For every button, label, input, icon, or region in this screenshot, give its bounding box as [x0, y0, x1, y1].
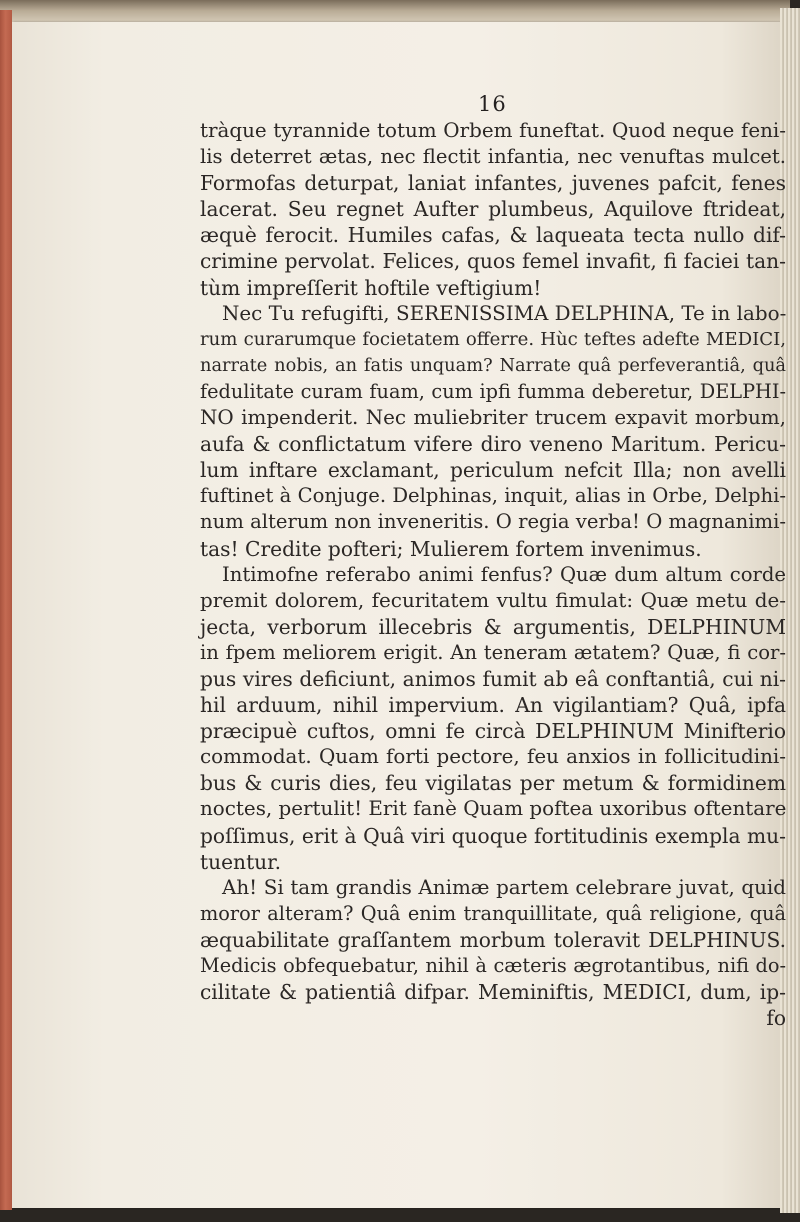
text-line: pus vires deficiunt, animos fumit ab eâ conftantiâ, cui ni- — [200, 666, 786, 691]
text-line: Medicis obfequebatur, nihil à cæteris ægrotantibus, nifi do- — [200, 954, 786, 977]
text-line: tràque tyrannide totum Orbem funeftat. Quod neque feni- — [200, 119, 786, 142]
text-line: in fpem meliorem erigit. An teneram ætatem? Quæ, fi cor- — [200, 640, 786, 664]
text-line: tùm impreſſerit hoftile veftigium! — [200, 275, 542, 300]
text-line: moror alteram? Quâ enim tranquillitate, quâ religione, quâ — [200, 901, 786, 925]
text-line: jecta, verborum illecebris & argumentis, DELPHINUM — [200, 614, 786, 639]
text-line: commodat. Quam forti pectore, feu anxios in follicitudini- — [200, 745, 786, 769]
page-number: 16 — [478, 92, 507, 116]
text-line: rum curarumque focietatem offerre. Hùc teftes adefte MEDICI, — [200, 328, 786, 350]
text-line: tas! Credite pofteri; Mulierem fortem invenimus. — [200, 536, 702, 561]
text-line: præcipuè cuftos, omni fe circà DELPHINUM Minifterio — [200, 719, 786, 744]
text-line: NO impenderit. Nec muliebriter trucem expavit morbum, — [200, 406, 786, 430]
text-line: lacerat. Seu regnet Aufter plumbeus, Aquilove ftrideat, — [200, 197, 786, 222]
text-line: poſſimus, erit à Quâ viri quoque fortitudinis exempla mu- — [200, 823, 786, 848]
text-line: Ah! Si tam grandis Animæ partem celebrare juvat, quid — [222, 875, 786, 899]
text-line: aufa & conflictatum vifere diro veneno Maritum. Pericu- — [200, 432, 786, 457]
text-line: tuentur. — [200, 849, 282, 874]
text-line: fedulitate curam fuam, cum ipfi fumma deberetur, DELPHI- — [200, 379, 786, 403]
text-line: æquè ferocit. Humiles cafas, & laqueata tecta nullo dif- — [200, 223, 786, 248]
text-line: bus & curis dies, feu vigilatas per metum & formidinem — [200, 771, 786, 796]
text-line: Intimofne referabo animi fenfus? Quæ dum altum corde — [222, 562, 786, 586]
text-line: crimine pervolat. Felices, quos femel invafit, fi faciei tan- — [200, 249, 786, 274]
text-line: narrate nobis, an fatis unquam? Narrate quâ perfeverantiâ, quâ — [200, 354, 786, 376]
text-line: fuftinet à Conjuge. Delphinas, inquit, alias in Orbe, Delphi- — [200, 484, 786, 508]
body-text — [200, 118, 786, 1031]
text-line: noctes, pertulit! Erit fanè Quam poftea uxoribus oftentare — [200, 797, 787, 821]
text-line: cilitate & patientiâ difpar. Meminiftis, MEDICI, dum, ip- — [200, 980, 786, 1005]
book-edge-left — [0, 10, 12, 1210]
text-line: num alterum non inveneritis. O regia verba! O magnanimi- — [200, 510, 786, 534]
text-line: lum inftare exclamant, periculum nefcit Illa; non avelli — [200, 458, 786, 483]
text-line: Formofas deturpat, laniat infantes, juvenes pafcit, fenes — [200, 171, 786, 196]
text-line: Nec Tu refugifti, SERENISSIMA DELPHINA, Te in labo- — [222, 301, 787, 325]
top-page-stack — [0, 0, 790, 24]
text-line: premit dolorem, fecuritatem vultu fimulat: Quæ metu de- — [200, 588, 786, 612]
text-line: æquabilitate graſſantem morbum toleravit DELPHINUS. — [200, 927, 786, 952]
text-line: hil arduum, nihil impervium. An vigilantiam? Quâ, ipfa — [200, 693, 786, 718]
text-line: fo — [766, 1006, 786, 1031]
text-line: lis deterret ætas, nec flectit infantia, nec venuftas mulcet. — [200, 145, 786, 169]
